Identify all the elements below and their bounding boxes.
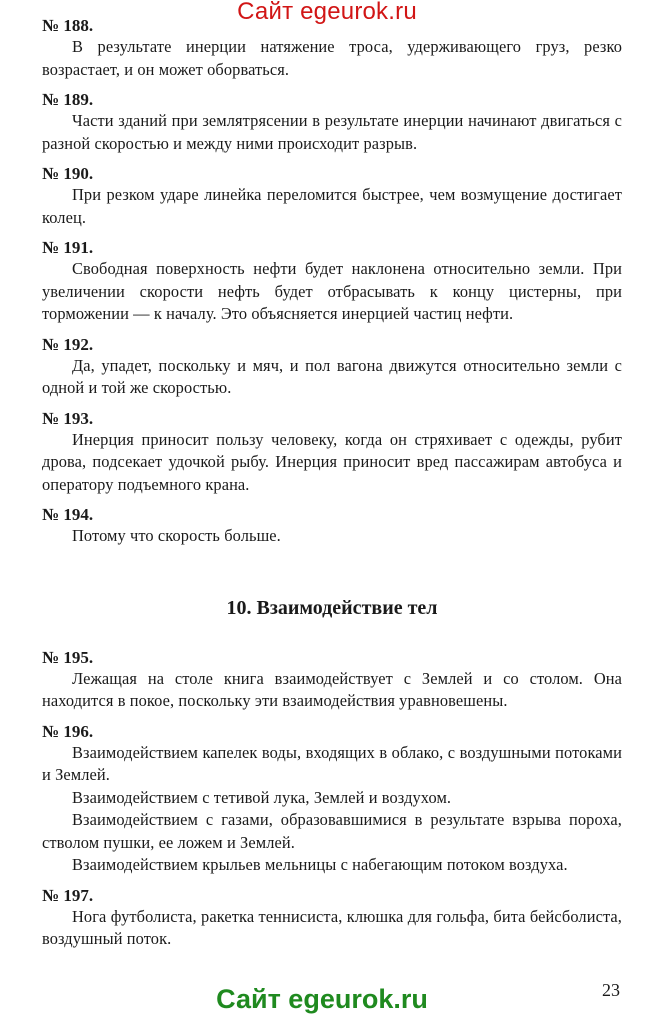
exercise-item (42, 90, 622, 155)
exercise-item (42, 409, 622, 497)
site-watermark-bottom: Сайт egeurok.ru (216, 984, 428, 1014)
page-content (42, 16, 622, 960)
exercise-number: № 188. (42, 16, 94, 35)
site-watermark-top: Сайт egeurok.ru (237, 0, 417, 25)
exercise-number: № 197. (42, 885, 94, 905)
exercise-list-top (42, 16, 622, 548)
answer-text: Да, упадет, поскольку и мяч, и пол вагона движутся относительно земли с одной и той же скоростью. (42, 355, 622, 397)
answer-text: Взаимодействием крыльев мельницы с набегающим потоком воздуха. (72, 855, 568, 874)
exercise-list-bottom (42, 648, 622, 951)
answer-text: В результате инерции натяжение троса, удерживающего груз, резко возрастает, и он может оборваться. (42, 37, 622, 79)
page-number: 23 (602, 980, 620, 1000)
exercise-number: № 195. (42, 647, 94, 667)
answer-text: Взаимодействием с газами, образовавшимися в результате взрыва пороха, стволом пушки, ее ложем и Землей. (42, 810, 622, 852)
answer-text: Потому что скорость больше. (72, 526, 281, 545)
exercise-number: № 194. (42, 505, 94, 524)
exercise-number: № 189. (42, 90, 94, 109)
answer-text: Взаимодействием капелек воды, входящих в облако, с воздушными потоками и Землей. (42, 742, 622, 784)
answer-text: Свободная поверхность нефти будет наклонена относительно земли. При увеличении скорости нефть будет отбрасывать к концу цистерны, при торможении — к началу. Это объясняется инерцией частиц нефти. (42, 259, 622, 323)
exercise-item (42, 164, 622, 229)
exercise-item (42, 722, 622, 877)
exercise-item (42, 16, 622, 81)
exercise-item (42, 238, 622, 326)
answer-text: Лежащая на столе книга взаимодействует с Землей и со столом. Она находится в покое, поскольку эти взаимодействия уравновешены. (42, 668, 622, 710)
exercise-number: № 196. (42, 721, 94, 741)
exercise-item (42, 648, 622, 713)
answer-text: Взаимодействием с тетивой лука, Землей и воздухом. (72, 787, 452, 807)
exercise-number: № 193. (42, 408, 94, 428)
answer-text: При резком ударе линейка переломится быстрее, чем возмущение достигает колец. (42, 185, 622, 227)
exercise-item (42, 505, 622, 548)
section-title: 10. Взаимодействие тел (226, 596, 438, 619)
exercise-item (42, 886, 622, 951)
exercise-number: № 192. (42, 334, 94, 354)
exercise-number: № 190. (42, 164, 94, 183)
answer-text: Части зданий при землятрясении в результате инерции начинают двигаться с разной скоростью и между ними происходит разрыв. (42, 111, 622, 153)
exercise-number: № 191. (42, 238, 94, 257)
answer-text: Инерция приносит пользу человеку, когда он стряхивает с одежды, рубит дрова, подсекает удочкой рыбу. Инерция приносит вред пассажирам автобуса и оператору подъемного крана. (42, 429, 622, 494)
exercise-item (42, 335, 622, 400)
answer-text: Нога футболиста, ракетка теннисиста, клюшка для гольфа, бита бейсболиста, воздушный поток. (42, 906, 622, 948)
